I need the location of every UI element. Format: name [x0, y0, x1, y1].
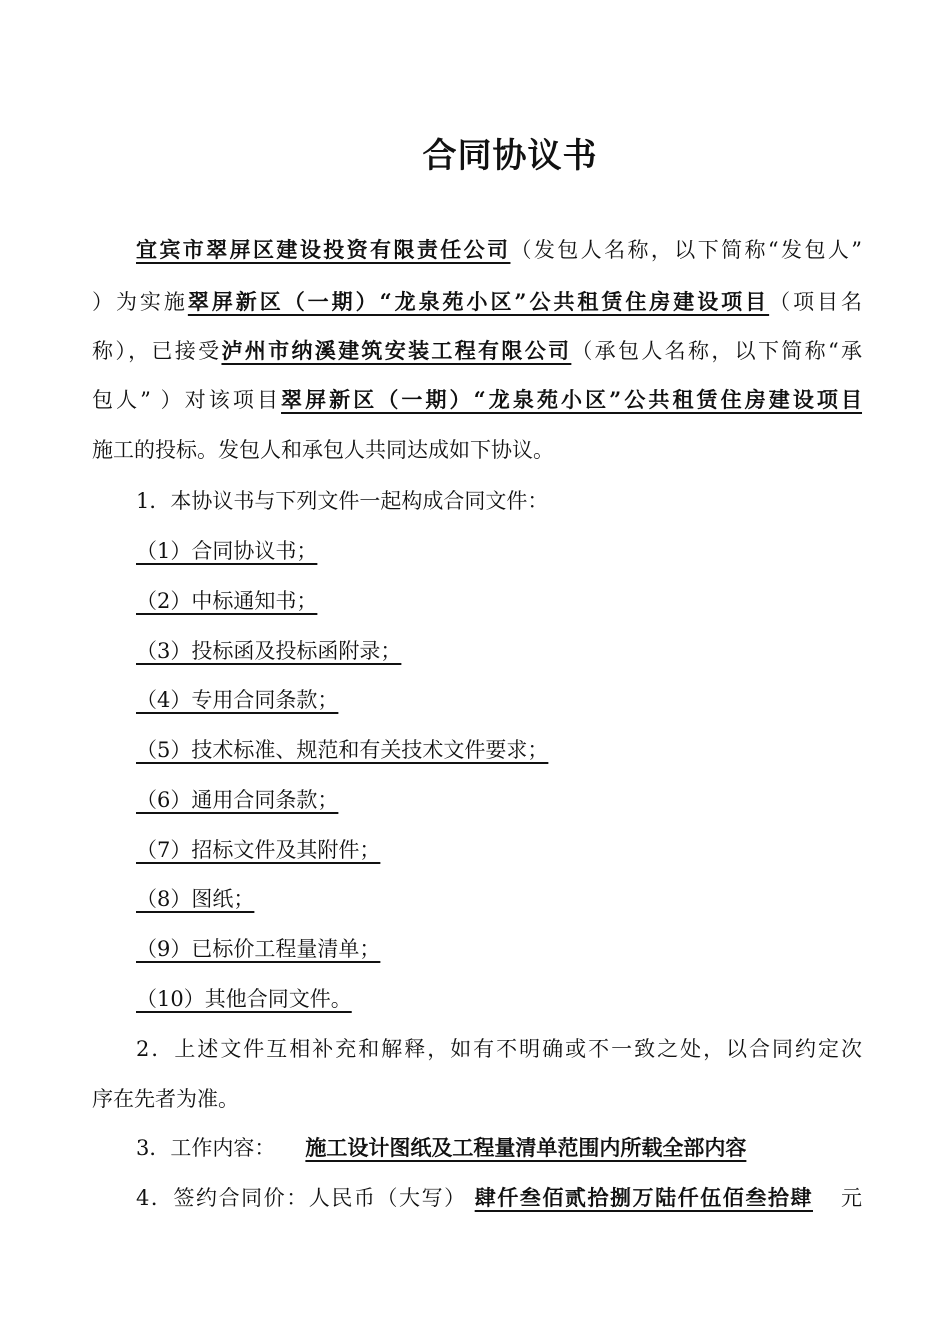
employer-name: 宜宾市翠屏区建设投资有限责任公司	[136, 237, 511, 262]
document-list-item: （6）通用合同条款；	[136, 788, 339, 812]
contract-price: 肆仟叁佰贰拾捌万陆仟伍佰叁拾肆	[474, 1185, 813, 1210]
paragraph-line	[92, 288, 862, 316]
document-list-item: （1）合同协议书；	[136, 539, 318, 563]
project-name-2: 翠屏新区（一期）“龙泉苑小区”公共租赁住房建设项目	[281, 387, 863, 412]
contractor-note: （承包人名称，以下简称“承	[571, 339, 863, 363]
project-name: 翠屏新区（一期）“龙泉苑小区”公共租赁住房建设项目	[187, 289, 770, 314]
document-list-item: （8）图纸；	[136, 887, 255, 911]
paragraph-line	[92, 386, 862, 414]
document-list-item: （5）技术标准、规范和有关技术文件要求；	[136, 738, 549, 762]
document-list-item: （3）投标函及投标函附录；	[136, 639, 402, 663]
document-list-item: （9）已标价工程量清单；	[136, 937, 381, 961]
contractor-note-2: 包人” ）对该项目	[92, 388, 282, 412]
price-unit: 元	[840, 1186, 862, 1210]
clause-1: 1．本协议书与下列文件一起构成合同文件：	[136, 489, 549, 513]
bid-sentence: 施工的投标。发包人和承包人共同达成如下协议。	[92, 438, 554, 462]
contractor-name: 泸州市纳溪建筑安装工程有限公司	[221, 338, 572, 363]
document-list-item: （10）其他合同文件。	[136, 987, 352, 1011]
employer-note: （发包人名称，以下简称“发包人”	[510, 238, 862, 262]
project-note: （项目名	[769, 290, 863, 314]
paragraph-line	[92, 337, 862, 365]
clause-4	[136, 1184, 862, 1212]
clause-4-label: 4．签约合同价：人民币（大写）	[136, 1186, 467, 1210]
document-title: 合同协议书	[422, 136, 598, 176]
clause-3-label: 3．工作内容：	[136, 1136, 276, 1160]
paragraph-line	[136, 236, 862, 264]
clause-2-continued: 序在先者为准。	[92, 1087, 239, 1111]
clause-3	[136, 1134, 862, 1162]
project-prefix: ）为实施	[92, 290, 188, 314]
work-content: 施工设计图纸及工程量清单范围内所载全部内容	[305, 1135, 747, 1160]
project-note-2: 称），已接受	[92, 339, 222, 363]
document-list-item: （4）专用合同条款；	[136, 688, 339, 712]
document-list-item: （7）招标文件及其附件；	[136, 838, 381, 862]
document-list-item: （2）中标通知书；	[136, 589, 318, 613]
clause-2: 2．上述文件互相补充和解释，如有不明确或不一致之处，以合同约定次	[136, 1037, 862, 1061]
